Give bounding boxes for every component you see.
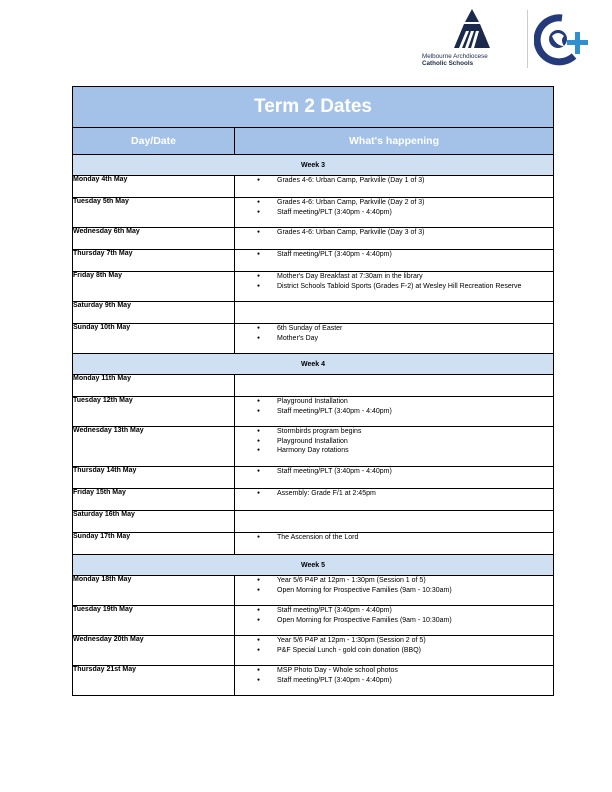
events-cell (235, 198, 554, 228)
event-item: ● Assembly: Grade F/1 at 2:45pm (235, 489, 553, 499)
event-item: ● MSP Photo Day - Whole school photos (235, 666, 553, 676)
table-title: Term 2 Dates (73, 87, 554, 128)
term-dates-table (72, 86, 554, 696)
day-date-cell: Monday 11th May (73, 375, 235, 397)
table-row (73, 467, 554, 489)
macs-logo-text (422, 53, 488, 67)
events-cell (235, 176, 554, 198)
event-item: ● Mother's Day (235, 334, 553, 344)
day-date-cell: Thursday 7th May (73, 250, 235, 272)
events-cell (235, 427, 554, 467)
day-date-cell: Friday 8th May (73, 272, 235, 302)
table-row (73, 606, 554, 636)
event-item: ● Harmony Day rotations (235, 446, 553, 456)
events-cell (235, 533, 554, 555)
table-row (73, 198, 554, 228)
events-cell (235, 489, 554, 511)
events-cell (235, 666, 554, 696)
events-cell (235, 467, 554, 489)
event-item: ● Grades 4-6: Urban Camp, Parkville (Day 1 of 3) (235, 176, 553, 186)
table-row (73, 375, 554, 397)
event-item: ● Year 5/6 P4P at 12pm - 1:30pm (Session 1 of 5) (235, 576, 553, 586)
events-cell (235, 511, 554, 533)
header-logos (418, 8, 598, 72)
table-row (73, 228, 554, 250)
col-header-day: Day/Date (73, 128, 235, 155)
events-cell (235, 397, 554, 427)
logo-line1: Melbourne Archdiocese (422, 53, 488, 60)
events-cell (235, 576, 554, 606)
day-date-cell: Monday 18th May (73, 576, 235, 606)
event-item: ● Mother's Day Breakfast at 7:30am in the library (235, 272, 553, 282)
table-row (73, 489, 554, 511)
week-label: Week 4 (73, 354, 554, 375)
logo-line2: Catholic Schools (422, 60, 474, 68)
table-row (73, 272, 554, 302)
table-row (73, 576, 554, 606)
table-row (73, 427, 554, 467)
event-item: ● Staff meeting/PLT (3:40pm - 4:40pm) (235, 250, 553, 260)
day-date-cell: Tuesday 19th May (73, 606, 235, 636)
event-item: ● Stormbirds program begins (235, 427, 553, 437)
event-item: ● Open Morning for Prospective Families (9am - 10:30am) (235, 616, 553, 626)
event-item: ● Open Morning for Prospective Families (9am - 10:30am) (235, 586, 553, 596)
table-row (73, 666, 554, 696)
event-item: ● Grades 4-6: Urban Camp, Parkville (Day 2 of 3) (235, 198, 553, 208)
day-date-cell: Thursday 21st May (73, 666, 235, 696)
day-date-cell: Sunday 10th May (73, 324, 235, 354)
week-header-row (73, 555, 554, 576)
col-header-events: What's happening (235, 128, 554, 155)
day-date-cell: Wednesday 20th May (73, 636, 235, 666)
table-row (73, 302, 554, 324)
table-row (73, 176, 554, 198)
table-row (73, 511, 554, 533)
week-label: Week 5 (73, 555, 554, 576)
macs-logo-icon (452, 8, 492, 50)
events-cell (235, 636, 554, 666)
events-cell (235, 272, 554, 302)
event-item: ● 6th Sunday of Easter (235, 324, 553, 334)
logo-divider (527, 10, 528, 68)
table-row (73, 397, 554, 427)
event-item: ● Staff meeting/PLT (3:40pm - 4:40pm) (235, 208, 553, 218)
event-item: ● Playground Installation (235, 437, 553, 447)
day-date-cell: Thursday 14th May (73, 467, 235, 489)
events-cell (235, 375, 554, 397)
table-row (73, 250, 554, 272)
table-row (73, 636, 554, 666)
events-cell (235, 228, 554, 250)
table-header-row (73, 128, 554, 155)
table-row (73, 533, 554, 555)
week-label: Week 3 (73, 155, 554, 176)
day-date-cell: Friday 15th May (73, 489, 235, 511)
event-item: ● Staff meeting/PLT (3:40pm - 4:40pm) (235, 606, 553, 616)
week-header-row (73, 155, 554, 176)
event-item: ● District Schools Tabloid Sports (Grades F-2) at Wesley Hill Recreation Reserve (235, 282, 553, 292)
school-crest-icon (534, 12, 594, 68)
events-cell (235, 324, 554, 354)
event-item: ● Staff meeting/PLT (3:40pm - 4:40pm) (235, 467, 553, 477)
event-item: ● Grades 4-6: Urban Camp, Parkville (Day 3 of 3) (235, 228, 553, 238)
events-cell (235, 250, 554, 272)
day-date-cell: Saturday 9th May (73, 302, 235, 324)
day-date-cell: Wednesday 13th May (73, 427, 235, 467)
day-date-cell: Saturday 16th May (73, 511, 235, 533)
day-date-cell: Sunday 17th May (73, 533, 235, 555)
event-item: ● Staff meeting/PLT (3:40pm - 4:40pm) (235, 676, 553, 686)
event-item: ● The Ascension of the Lord (235, 533, 553, 543)
table-title-row (73, 87, 554, 128)
week-header-row (73, 354, 554, 375)
event-item: ● Year 5/6 P4P at 12pm - 1:30pm (Session 2 of 5) (235, 636, 553, 646)
event-item: ● Playground Installation (235, 397, 553, 407)
event-item: ● P&F Special Lunch - gold coin donation (BBQ) (235, 646, 553, 656)
events-cell (235, 302, 554, 324)
day-date-cell: Tuesday 5th May (73, 198, 235, 228)
day-date-cell: Wednesday 6th May (73, 228, 235, 250)
day-date-cell: Tuesday 12th May (73, 397, 235, 427)
events-cell (235, 606, 554, 636)
table-row (73, 324, 554, 354)
event-item: ● Staff meeting/PLT (3:40pm - 4:40pm) (235, 407, 553, 417)
day-date-cell: Monday 4th May (73, 176, 235, 198)
